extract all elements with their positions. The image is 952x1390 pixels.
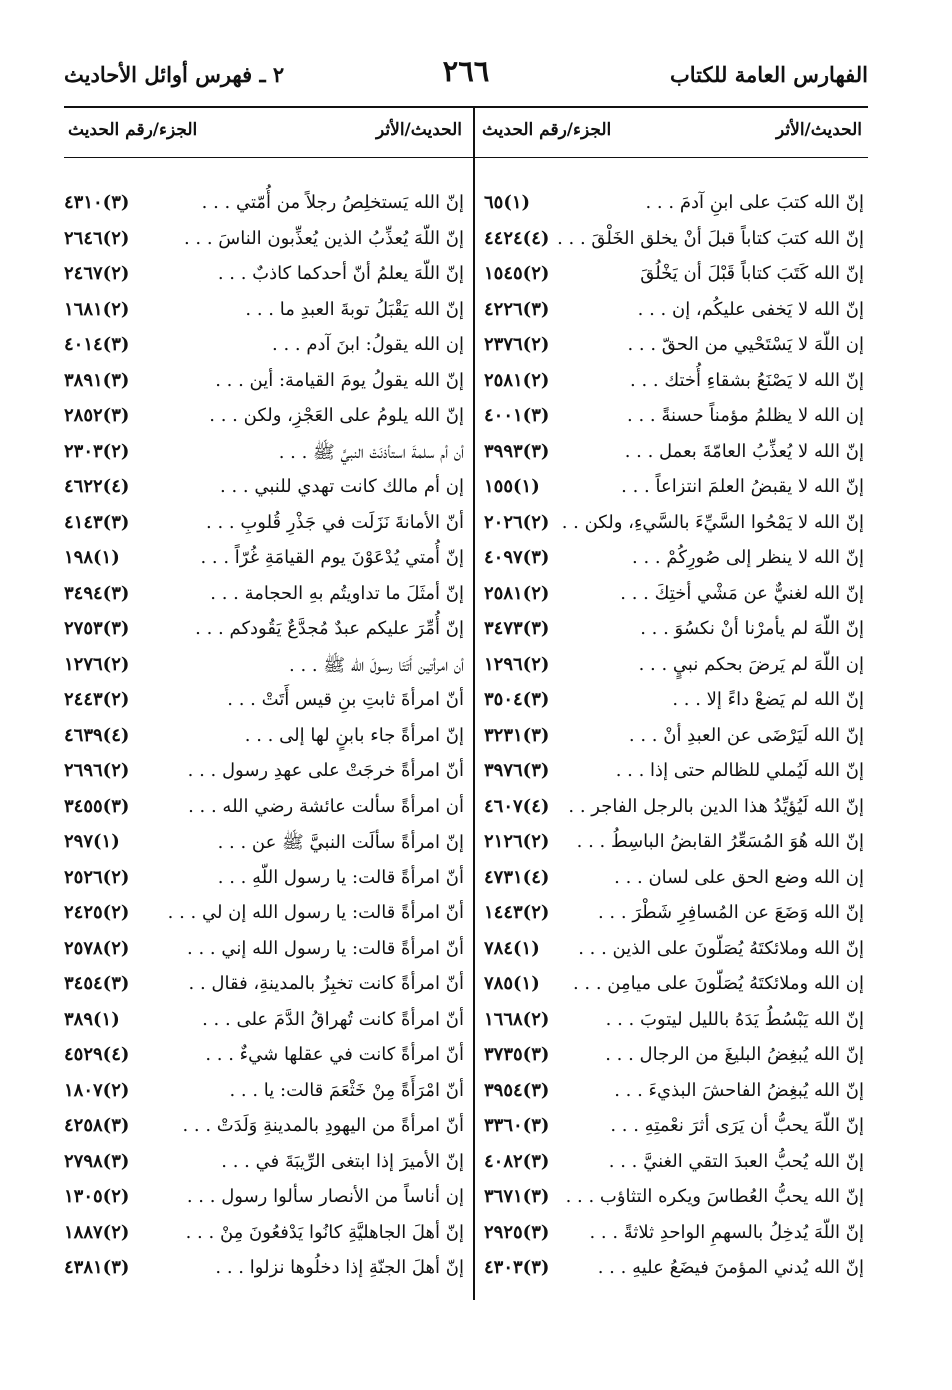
hadith-reference: (٢)١٨٨٧: [64, 1221, 130, 1243]
hadith-reference: (٣)٣٩٧٦: [484, 760, 550, 781]
hadith-text: إنّ امرأةً سألَت النبيَّ ﷺ عن . . .: [217, 832, 464, 853]
index-entry: [64, 259, 468, 295]
hadith-text: إنّ الله لَيَرْضَى عن العبدِ أنْ . . .: [628, 724, 864, 746]
index-entry: [478, 1253, 868, 1289]
hadith-text: إنّ الله يَستخلِصُ رجلاً من أُمّتي . . .: [201, 192, 464, 213]
index-entry: [478, 472, 868, 508]
index-entry: [64, 543, 468, 579]
index-entry: [478, 969, 868, 1005]
index-entry: [64, 366, 468, 402]
index-entry: [478, 188, 868, 224]
hadith-reference: (٣)٤٣٨١: [64, 1257, 130, 1278]
index-entry: [478, 1147, 868, 1183]
index-entry: [64, 437, 468, 473]
index-entry: [64, 792, 468, 828]
hadith-text: إنّ الله يُبغِضُ البليغَ من الرجال . . .: [605, 1044, 864, 1065]
column-header-rule: [64, 157, 868, 158]
hadith-text: أنّ امرأةً قالت: يا رسول الله إن لي . . .: [167, 902, 464, 923]
hadith-text: إنّ الله يحبُّ العُطاسَ ويكره التثاؤب . . .: [565, 1186, 864, 1207]
hadith-reference: (٢)٢٤٦٧: [64, 263, 130, 284]
index-entry: [64, 188, 468, 224]
hadith-text: أنّ امْرَأَةً مِنْ خَثْعَمَ قالت: يا . . .: [229, 1079, 464, 1101]
hadith-text: أنّ امرأةً خرجَتْ على عهدِ رسول . . .: [187, 760, 464, 781]
hadith-text: إنّ الله يُدني المؤمنَ فيضَعُ عليهِ . . .: [597, 1257, 864, 1278]
hadith-reference: (٤)٤٤٢٤: [484, 227, 550, 249]
hadith-reference: (٣)٤٣١٠: [64, 192, 130, 213]
hadith-reference: (٤)٤٥٢٩: [64, 1044, 130, 1065]
hadith-reference: (٢)٢٥٧٨: [64, 937, 130, 959]
index-entry: [478, 508, 868, 544]
hadith-reference: (٣)٤٢٢٦: [484, 298, 550, 320]
hadith-text: أنّ امرأةً كانت تخبِزُ بالمدينةِ، فقال . .: [188, 973, 464, 994]
hadith-text: إنّ الله لا يُعذِّبُ العامّةَ بعمل . . .: [624, 440, 864, 462]
hadith-text: إن الله يقولُ: ابنَ آدم . . .: [272, 334, 464, 355]
index-entry: [478, 685, 868, 721]
hadith-text: إن الله لا يظلمُ مؤمناً حسنةً . . .: [627, 405, 864, 426]
index-entry: [478, 614, 868, 650]
hadith-text: إنّ أمثَلَ ما تداويتُم بهِ الحجامة . . .: [210, 582, 464, 604]
hadith-reference: (٢)١٦٨١: [64, 298, 130, 320]
hadith-reference: (٢)٢٣٠٣: [64, 440, 130, 462]
hadith-reference: (٢)٢٤٢٥: [64, 902, 130, 923]
hadith-reference: (٣)٤٠٠١: [484, 405, 550, 426]
page-number: ٢٦٦: [442, 54, 490, 88]
index-entry: [478, 898, 868, 934]
index-entry: [64, 898, 468, 934]
hadith-reference: (٣)٣٥٠٤: [484, 689, 550, 710]
index-entry: [64, 1182, 468, 1218]
hadith-text: إنّ أُمِّرَ عليكم عبدٌ مُجدَّعٌ يَقُودكم . . .: [195, 618, 464, 639]
left-column: [64, 108, 468, 1278]
hadith-text: إنّ الله لَيُؤيِّدُ هذا الدين بالرجل الفاجر . .: [568, 795, 864, 817]
hadith-text: إنّ اللّهَ يعلمُ أنّ أحدكما كاذبٌ . . .: [217, 263, 464, 284]
hadith-reference: (٢)٢٠٢٦: [484, 511, 550, 533]
hadith-reference: (١)٣٨٩: [64, 1008, 120, 1030]
index-entry: [478, 1182, 868, 1218]
index-entry: [64, 579, 468, 615]
index-entry: [64, 401, 468, 437]
hadith-text: إن الله وملائكتَهُ يُصَلّونَ على ميامِن . . .: [572, 973, 864, 994]
hadith-reference: (٢)٢٤٤٣: [64, 689, 130, 710]
hadith-text: إنّ أُمتي يُدْعَوْنَ يوم القيامَةِ غُرّاً . . .: [200, 547, 464, 568]
hadith-reference: (٢)١٥٤٥: [484, 263, 550, 284]
hadith-text: إنّ الله لا يقبضُ العلمَ انتزاعاً . . .: [621, 476, 864, 497]
hadith-text: إنّ اللّهَ يحبُّ أن يَرَى أثرَ نعْمتِهِ . . .: [610, 1115, 864, 1136]
hadith-text: إنّ اللّهَ لم يأمرْنا أنْ نكسُوَ . . .: [640, 618, 864, 639]
index-entry: [478, 259, 868, 295]
hadith-text: إنّ الله كتبَ على ابنِ آدمَ . . .: [645, 192, 864, 213]
hadith-reference: (٢)٢٥٨١: [484, 582, 550, 604]
index-entry: [478, 366, 868, 402]
index-entry: [64, 650, 468, 686]
hadith-reference: (٣)٣٧٣٥: [484, 1044, 550, 1065]
index-entry: [478, 1076, 868, 1112]
hadith-reference: (٤)٤٦٣٩: [64, 724, 130, 746]
hadith-reference: (٢)٢٥٢٦: [64, 866, 130, 888]
index-entry: [64, 1253, 468, 1289]
left-column-header: [64, 108, 468, 156]
section-title: ٢ ـ فهرس أوائل الأحاديث: [64, 62, 285, 87]
index-entry: [64, 614, 468, 650]
hadith-text: أنّ الأمانةَ نَزَلَت في جَذْرِ قُلوبِ . . .: [206, 511, 464, 533]
index-entry: [64, 863, 468, 899]
hadith-reference: (١)٧٨٥: [484, 973, 540, 994]
hadith-reference: (٤)٤٧٣١: [484, 866, 550, 888]
hadith-text: إنّ الله يَقْبَلُ توبةَ العبدِ ما . . .: [245, 298, 464, 320]
hadith-reference: (٢)٢٣٧٦: [484, 334, 550, 355]
right-column: [478, 108, 868, 1278]
index-entry: [64, 1111, 468, 1147]
index-entry: [478, 224, 868, 260]
running-title: الفهارس العامة للكتاب: [669, 62, 868, 87]
ref-column-label: الجزء/رقم الحديث: [482, 120, 612, 140]
index-entry: [64, 685, 468, 721]
hadith-text: إنّ اللّهَ يُدخِلُ بالسهمِ الواحدِ ثلاثةً . . .: [589, 1221, 864, 1243]
hadith-text: إنّ الله لا ينظر إلى صُورِكُمْ . . .: [632, 547, 864, 568]
index-entry: [478, 401, 868, 437]
hadith-reference: (٢)١٦٦٨: [484, 1008, 550, 1030]
hadith-reference: (٢)١٢٧٦: [64, 653, 130, 675]
hadith-text: إنّ الله كتبَ كتاباً قبلَ أنْ يخلق الخَلْقَ . . .: [557, 227, 864, 249]
index-entry: [478, 756, 868, 792]
hadith-reference: (٢)٢٥٨١: [484, 369, 550, 391]
hadith-reference: (٢)١٢٩٦: [484, 653, 550, 675]
index-entry: [64, 224, 468, 260]
index-entry: [478, 437, 868, 473]
hadith-reference: (٤)٤٦٠٧: [484, 795, 550, 817]
hadith-text: إنّ الله يُبغِضُ الفاحشَ البذيءَ . . .: [614, 1079, 864, 1101]
index-entry: [64, 295, 468, 331]
hadith-reference: (٢)٢٦٤٦: [64, 227, 130, 249]
hadith-text: أن امرأتين أَتَتَا رسولَ الله ﷺ . . .: [289, 654, 464, 676]
index-entry: [64, 969, 468, 1005]
hadith-text: إنّ الله لا يَخفى عليكُم، إن . . .: [637, 298, 864, 320]
hadith-reference: (٢)٢٦٩٦: [64, 760, 130, 781]
hadith-reference: (٣)٢٧٩٨: [64, 1150, 130, 1172]
hadith-text: أنّ امرأةً من اليهودِ بالمدينةِ وَلَدَتْ . . .: [182, 1115, 464, 1136]
hadith-text: إنّ الأميرَ إذا ابتغى الرِّيبَةَ في . . .: [221, 1150, 464, 1172]
index-entry: [478, 295, 868, 331]
hadith-text: أنّ امرأةً قالت: يا رسول اللّهِ . . .: [217, 866, 464, 888]
index-entry: [64, 472, 468, 508]
index-entry: [478, 579, 868, 615]
hadith-reference: (٣)٤٠٨٢: [484, 1150, 550, 1172]
hadith-reference: (٣)٣٤٧٣: [484, 618, 550, 639]
hadith-text: إنّ الله وَضَعَ عن المُسافِرِ شَطْرَ . . .: [597, 902, 864, 923]
index-entry: [478, 1040, 868, 1076]
index-entry: [64, 1076, 468, 1112]
hadith-text: إن أناساً من الأنصار سألوا رسول . . .: [186, 1186, 464, 1207]
index-entry: [478, 543, 868, 579]
hadith-reference: (٢)١٨٠٧: [64, 1079, 130, 1101]
hadith-text: إنّ الله يَبْسُطُ يَدَهُ بالليل ليتوبَ . . .: [605, 1008, 864, 1030]
index-entry: [478, 792, 868, 828]
hadith-text: إنّ الله لَيُملي للظالم حتى إذا . . .: [615, 760, 864, 781]
hadith-text: إنّ الله يلومُ على العَجْزِ، ولكن . . .: [209, 405, 464, 426]
hadith-reference: (٣)٣٨٩١: [64, 369, 130, 391]
hadith-text: أنّ امرأةَ ثابتِ بنِ قيس أَتَتْ . . .: [227, 689, 464, 710]
index-entry: [478, 721, 868, 757]
hadith-text: أنّ امرأةً قالت: يا رسول الله إني . . .: [187, 937, 464, 959]
hadith-text: أن امرأةً سألت عائشة رضي الله . . .: [188, 795, 464, 817]
hadith-reference: (١)٢٩٧: [64, 831, 120, 852]
hadith-reference: (٣)٢٩٢٥: [484, 1221, 550, 1243]
hadith-reference: (٣)٤٢٥٨: [64, 1115, 130, 1136]
hadith-text: إنّ أهلَ الجاهليَّةِ كانُوا يَدْفعُونَ مِنْ . . .: [185, 1221, 464, 1243]
hadith-text: إنّ الله يقولُ يومَ القيامة: أين . . .: [215, 369, 464, 391]
hadith-reference: (٣)٣٣٦٠: [484, 1115, 550, 1136]
ref-column-label: الجزء/رقم الحديث: [68, 120, 198, 140]
index-entry: [64, 721, 468, 757]
hadith-reference: (٢)١٣٠٥: [64, 1186, 130, 1207]
hadith-reference: (٢)١٤٤٣: [484, 902, 550, 923]
hadith-text: إن اللّهَ لا يَسْتَحْيي من الحقّ . . .: [627, 334, 864, 355]
hadith-text: إنّ الله لا يَمْحُوا السَّيِّءَ بالسَّيءِ، ولكن . .: [561, 511, 864, 533]
index-entry: [64, 508, 468, 544]
hadith-text: إنّ الله يُحبُّ العبدَ التقي الغنيَّ . . .: [608, 1150, 864, 1172]
hadith-text: إنّ الله لغنيٌّ عن مَشْي أختِكَ . . .: [620, 582, 864, 604]
hadith-reference: (١)٦٥: [484, 192, 531, 213]
hadith-reference: (٣)٣٢٣١: [484, 724, 550, 746]
hadith-text: إن أم مالك كانت تهدي للنبي . . .: [220, 476, 464, 497]
hadith-reference: (٣)٤٠١٤: [64, 334, 130, 355]
hadith-text: أن أم سلمةَ استأذنَتْ النبيَّ ﷺ . . .: [278, 441, 464, 463]
left-column-rows: [64, 188, 468, 1289]
hadith-reference: (٣)٣٤٥٤: [64, 973, 130, 994]
hadith-reference: (١)١٥٥: [484, 476, 540, 497]
index-entry: [478, 650, 868, 686]
page-header: [64, 52, 868, 96]
hadith-text: إنّ امرأةً جاء بابنٍ لها إلى . . .: [244, 724, 464, 746]
hadith-reference: (٢)٢١٢٦: [484, 831, 550, 852]
index-entry: [478, 330, 868, 366]
index-entry: [64, 1147, 468, 1183]
index-entry: [478, 863, 868, 899]
index-entry: [64, 934, 468, 970]
hadith-reference: (٣)٢٨٥٢: [64, 405, 130, 426]
hadith-reference: (٣)٣٤٥٥: [64, 795, 130, 817]
hadith-reference: (٣)٣٤٩٤: [64, 582, 130, 604]
column-divider: [473, 106, 475, 1300]
hadith-reference: (٤)٤٦٢٢: [64, 476, 130, 497]
index-entry: [478, 827, 868, 863]
hadith-text: إنّ الله لم يَضعْ داءً إلا . . .: [672, 689, 864, 710]
hadith-reference: (١)٧٨٤: [484, 937, 540, 959]
hadith-text: إنّ الله وملائكتَهُ يُصَلّونَ على الذين . . .: [578, 937, 864, 959]
index-entry: [478, 1111, 868, 1147]
hadith-text: إنّ أهلَ الجنّةِ إذا دخلُوها نزلوا . . .: [215, 1257, 464, 1278]
index-entry: [64, 1040, 468, 1076]
index-entry: [478, 1218, 868, 1254]
hadith-text: إنّ الله هُوَ المُسَعِّرُ القابضُ الباسِطُ . . .: [576, 831, 864, 852]
hadith-reference: (٣)٣٩٥٤: [484, 1079, 550, 1101]
hadith-reference: (٣)٤٣٠٣: [484, 1257, 550, 1278]
hadith-reference: (٣)٤٠٩٧: [484, 547, 550, 568]
hadith-text: أنّ امرأةً كانت تُهراقُ الدَّمَ على . . .: [202, 1008, 464, 1030]
hadith-text: إن اللّهَ لم يَرضَ بحكم نبيٍ . . .: [638, 653, 864, 675]
hadith-text: إنّ الله لا يَصْنَعُ بشقاءِ أُختك . . .: [630, 369, 864, 391]
hadith-reference: (٣)٤١٤٣: [64, 511, 130, 533]
hadith-reference: (٣)٣٩٩٣: [484, 440, 550, 462]
right-column-header: [478, 108, 868, 156]
index-entry: [478, 1005, 868, 1041]
hadith-reference: (٣)٢٧٥٣: [64, 618, 130, 639]
index-entry: [478, 934, 868, 970]
hadith-text: إنّ الله كَتَبَ كتاباً قَبْلَ أن يَخْلُقَ: [640, 263, 864, 284]
hadith-text: أنّ امرأةً كانت في عقلها شيءٌ . . .: [205, 1044, 464, 1065]
hadith-text: إنّ اللّهَ يُعذِّبُ الذين يُعذِّبون الناسَ . . .: [183, 227, 464, 249]
hadith-text: إن الله وضع الحق على لسان . . .: [614, 866, 864, 888]
hadith-reference: (١)١٩٨: [64, 547, 120, 568]
index-entry: [64, 330, 468, 366]
index-entry: [64, 756, 468, 792]
index-entry: [64, 827, 468, 863]
index-entry: [64, 1218, 468, 1254]
index-entry: [64, 1005, 468, 1041]
hadith-reference: (٣)٣٦٧١: [484, 1186, 550, 1207]
right-column-rows: [478, 188, 868, 1289]
hadith-column-label: الحديث/الأثر: [776, 120, 862, 140]
hadith-column-label: الحديث/الأثر: [376, 120, 462, 140]
